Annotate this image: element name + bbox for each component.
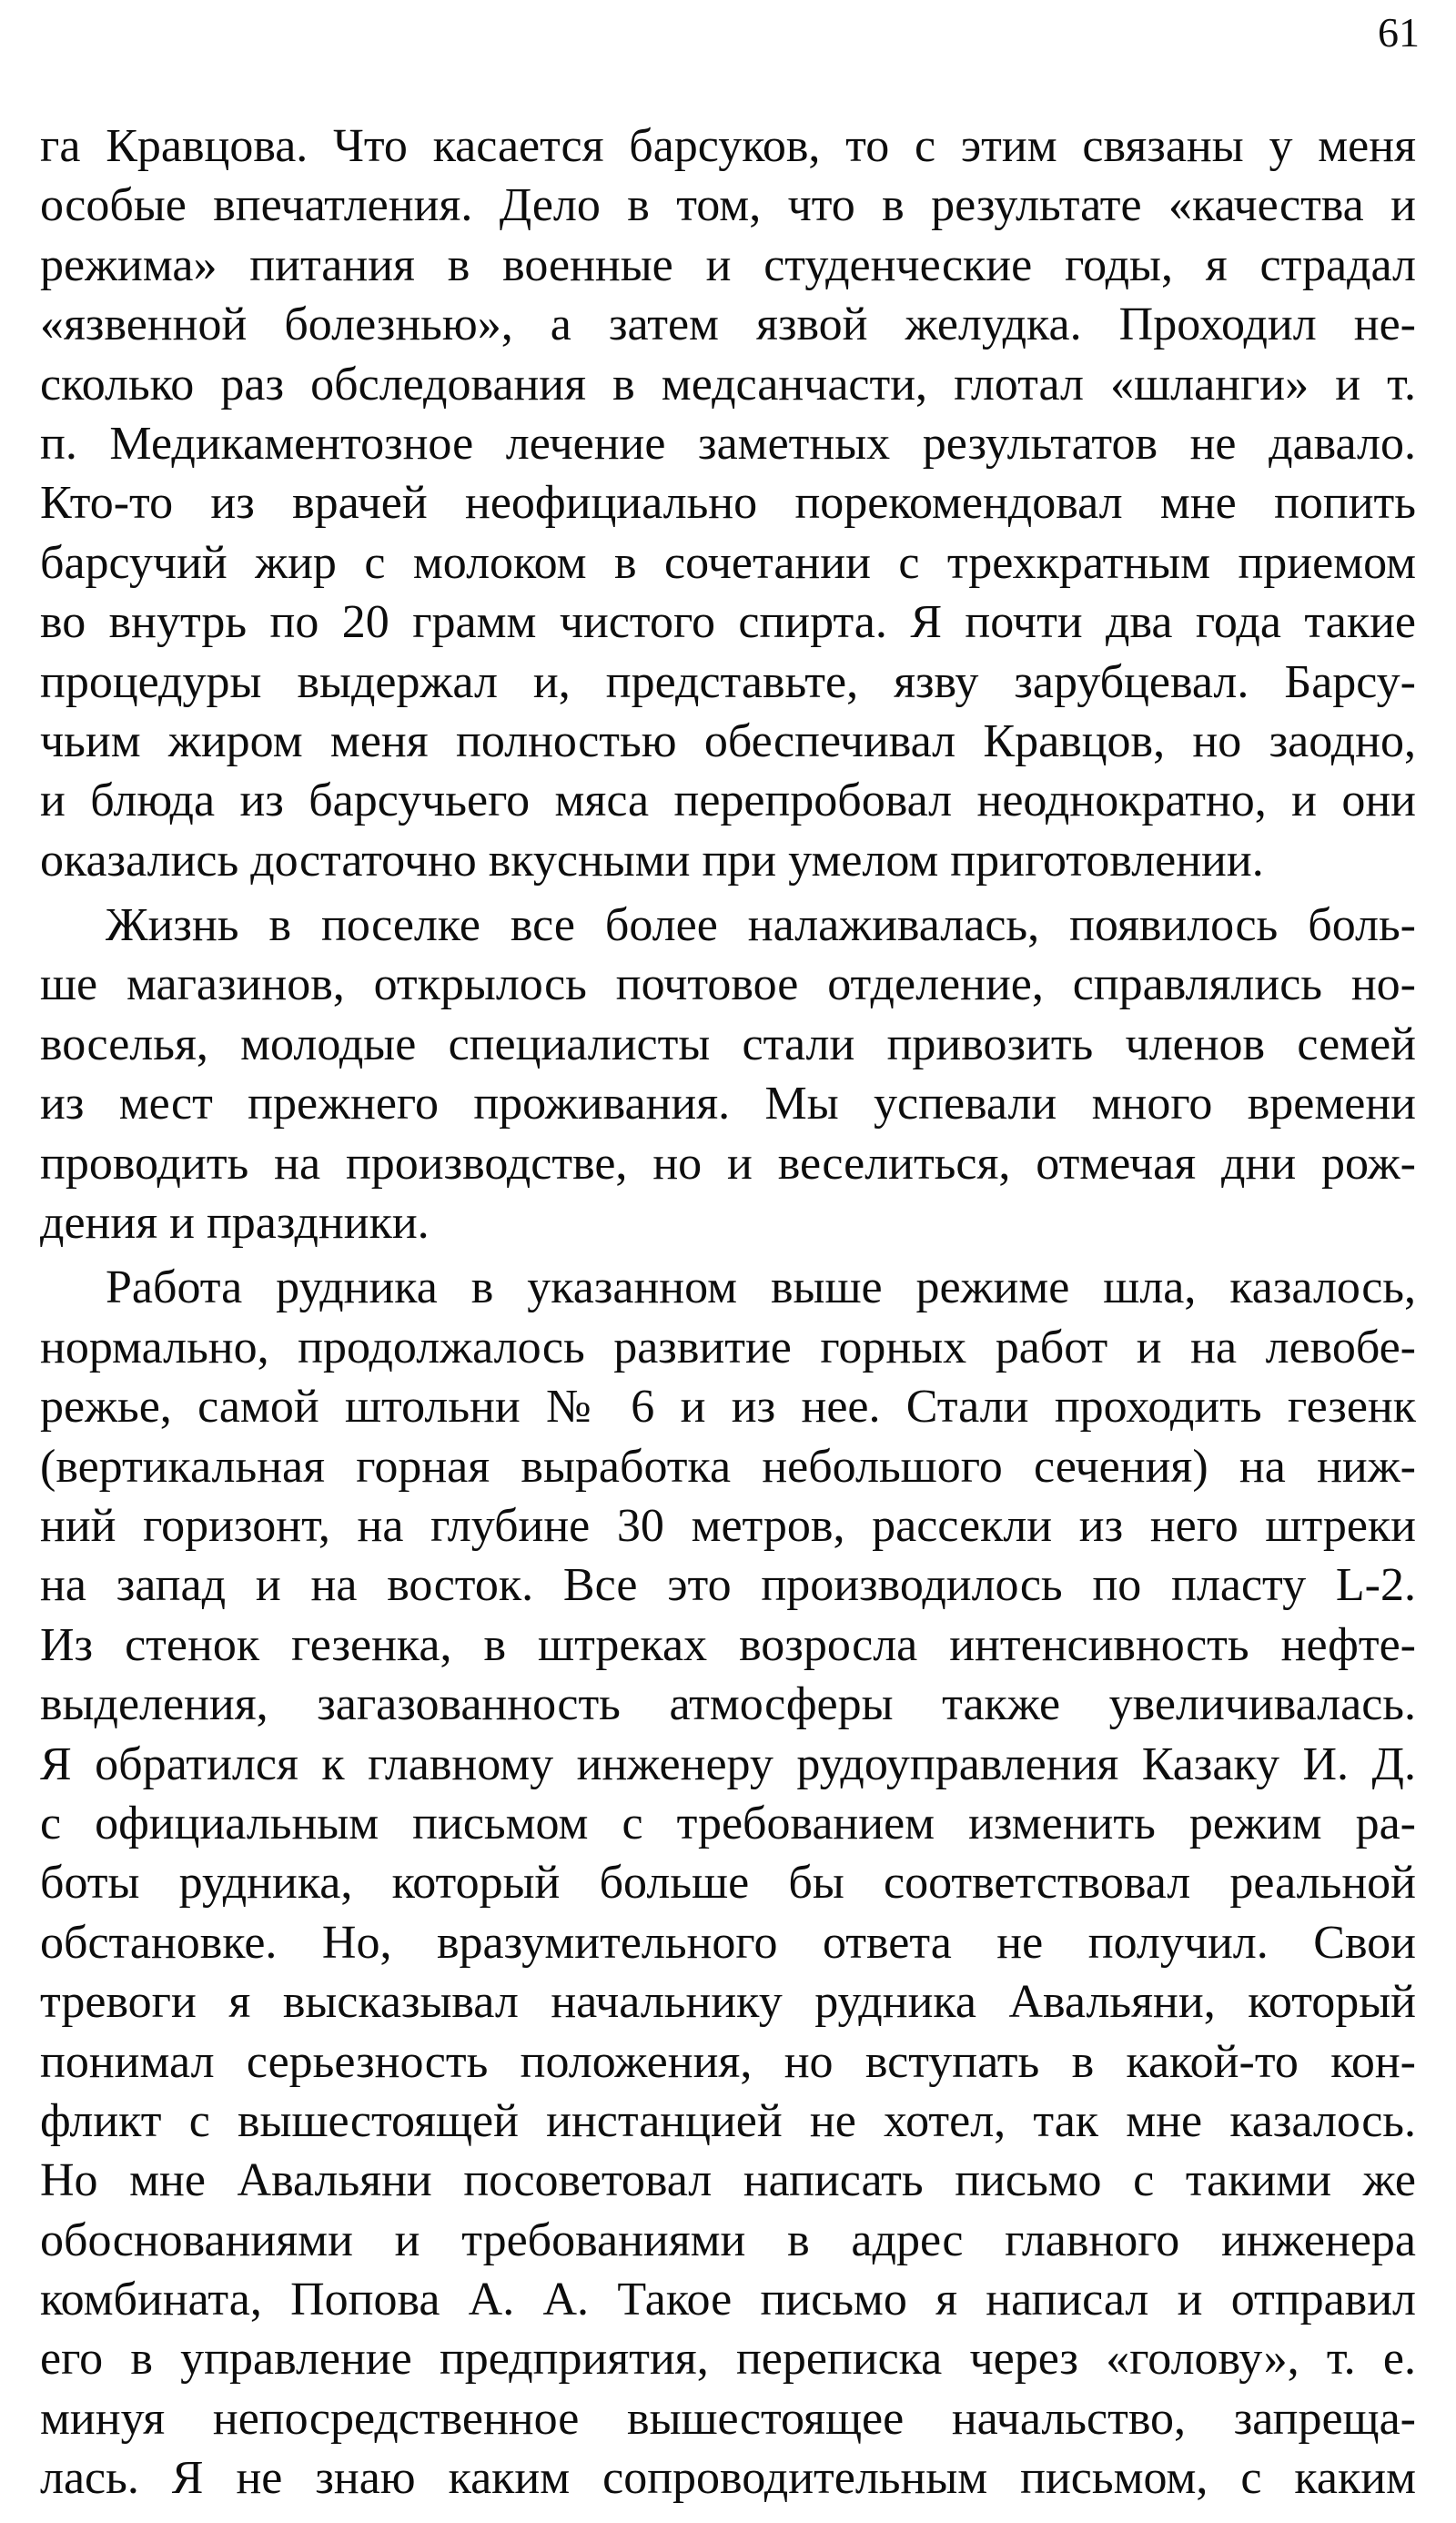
text-line: обстановке. Но, вразумительного ответа не получил. Свои — [40, 1916, 1416, 1969]
text-line: Жизнь в поселке все более налаживалась, появилось боль- — [106, 899, 1416, 952]
text-line: обоснованиями и требованиями в адрес главного инженера — [40, 2214, 1416, 2266]
text-line: фликт с вышестоящей инстанцией не хотел, так мне казалось. — [40, 2094, 1416, 2147]
text-line: с официальным письмом с требованием изменить режим ра- — [40, 1797, 1416, 1849]
text-line: нормально, продолжалось развитие горных работ и на левобе- — [40, 1321, 1416, 1373]
text-line: выделения, загазованность атмосферы также увеличивалась. — [40, 1678, 1416, 1731]
text-line: ний горизонт, на глубине 30 метров, рассекли из него штреки — [40, 1499, 1416, 1552]
text-line: тревоги я высказывал начальнику рудника Авальяни, который — [40, 1976, 1416, 2029]
text-line: воселья, молодые специалисты стали привозить членов семей — [40, 1018, 1416, 1070]
paragraph-1 — [40, 117, 1416, 890]
text-line: комбината, Попова А. А. Такое письмо я написал и отправил — [40, 2274, 1416, 2326]
text-line: его в управление предприятия, переписка через «голову», т. е. — [40, 2333, 1416, 2386]
paragraph-2 — [40, 896, 1416, 1252]
text-line: ше магазинов, открылось почтовое отделение, справлялись но- — [40, 958, 1416, 1011]
text-line: режима» питания в военные и студенческие годы, я страдал — [40, 238, 1416, 291]
text-line: боты рудника, который больше бы соответствовал реальной — [40, 1857, 1416, 1910]
text-line: на запад и на восток. Все это производилось по пласту L-2. — [40, 1559, 1416, 1612]
text-line: процедуры выдержал и, представьте, язву зарубцевал. Барсу- — [40, 655, 1416, 708]
text-line: барсучий жир с молоком в сочетании с трехкратным приемом — [40, 536, 1416, 589]
text-line: чьим жиром меня полностью обеспечивал Кравцов, но заодно, — [40, 714, 1416, 767]
text-line: проводить на производстве, но и веселиться, отмечая дни рож- — [40, 1137, 1416, 1190]
text-line: га Кравцова. Что касается барсуков, то с этим связаны у меня — [40, 120, 1416, 172]
text-line: Но мне Авальяни посоветовал написать письмо с такими же — [40, 2154, 1416, 2207]
body-text — [40, 117, 1416, 2508]
text-line: Работа рудника в указанном выше режиме шла, казалось, — [106, 1262, 1416, 1314]
text-line: (вертикальная горная выработка небольшого сечения) на ниж- — [40, 1440, 1416, 1493]
text-line: и блюда из барсучьего мяса перепробовал неоднократно, и они — [40, 775, 1416, 827]
text-line: Я обратился к главному инженеру рудоуправления Казаку И. Д. — [40, 1738, 1416, 1790]
text-line: во внутрь по 20 грамм чистого спирта. Я почти два года такие — [40, 596, 1416, 649]
text-line: Кто-то из врачей неофициально порекомендовал мне попить — [40, 477, 1416, 530]
text-line: «язвенной болезнью», а затем язвой желудка. Проходил не- — [40, 299, 1416, 351]
page-number: 61 — [1378, 9, 1420, 56]
text-line: лась. Я не знаю каким сопроводительным письмом, с каким — [40, 2452, 1416, 2505]
text-line: понимал серьезность положения, но вступать в какой-то кон- — [40, 2035, 1416, 2088]
text-line: п. Медикаментозное лечение заметных результатов не давало. — [40, 417, 1416, 470]
text-line: особые впечатления. Дело в том, что в результате «качества и — [40, 179, 1416, 232]
text-line: минуя непосредственное вышестоящее начальство, запреща- — [40, 2392, 1416, 2445]
text-line: сколько раз обследования в медсанчасти, глотал «шланги» и т. — [40, 358, 1416, 410]
text-line: оказались достаточно вкусными при умелом приготовлении. — [40, 834, 1264, 887]
paragraph-3 — [40, 1258, 1416, 2508]
text-line: Из стенок гезенка, в штреках возросла интенсивность нефте- — [40, 1618, 1416, 1671]
text-line: из мест прежнего проживания. Мы успевали много времени — [40, 1078, 1416, 1130]
text-line: режье, самой штольни № 6 и из нее. Стали проходить гезенк — [40, 1381, 1416, 1434]
text-line: дения и праздники. — [40, 1197, 430, 1250]
